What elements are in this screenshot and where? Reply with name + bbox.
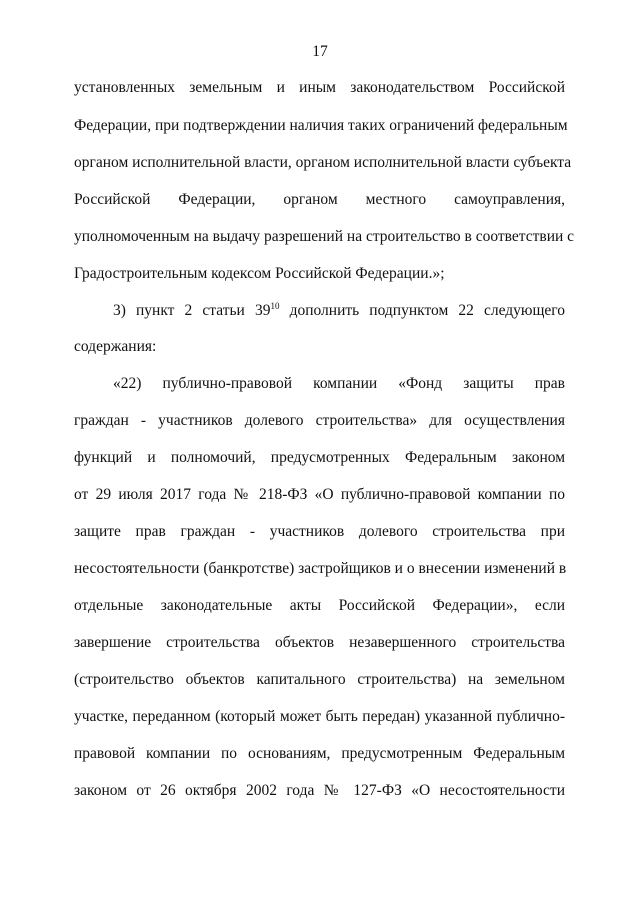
- text-line: органом исполнительной власти, органом исполнительной власти субъекта: [74, 154, 572, 171]
- list-item-3: [113, 301, 565, 321]
- text-line: установленных земельным и иным законодательством Российской: [74, 79, 565, 96]
- text-line: несостоятельности (банкротстве) застройщиков и о внесении изменений в: [74, 560, 567, 577]
- text-line: граждан - участников долевого строительства» для осуществления: [74, 412, 565, 429]
- text-fragment: дополнить подпунктом 22 следующего: [289, 302, 566, 319]
- text-line: от 29 июля 2017 года № 218-ФЗ «О публично-правовой компании по: [74, 486, 565, 503]
- page-number: 17: [312, 43, 328, 60]
- text-line: участке, переданном (который может быть передан) указанной публично-: [74, 708, 565, 725]
- text-line: уполномоченным на выдачу разрешений на строительство в соответствии с: [74, 228, 575, 245]
- text-line: функций и полномочий, предусмотренных Федеральным законом: [74, 449, 565, 466]
- text-line: Российской Федерации, органом местного самоуправления,: [74, 191, 565, 208]
- text-line: завершение строительства объектов незавершенного строительства: [74, 634, 565, 651]
- text-line: правовой компании по основаниям, предусмотренным Федеральным: [74, 745, 565, 762]
- text-line: (строительство объектов капитального строительства) на земельном: [74, 671, 565, 688]
- text-line: отдельные законодательные акты Российской Федерации», если: [74, 597, 565, 614]
- superscript: 10: [270, 301, 280, 311]
- text-line: Федерации, при подтверждении наличия таких ограничений федеральным: [74, 117, 568, 134]
- text-line: содержания:: [74, 338, 157, 355]
- text-line: защите прав граждан - участников долевого строительства при: [74, 523, 565, 540]
- text-line: «22) публично-правовой компании «Фонд защиты прав: [113, 375, 565, 392]
- text-line: законом от 26 октября 2002 года № 127-ФЗ «О несостоятельности: [74, 782, 565, 799]
- text-fragment: 3) пункт 2 статьи 39: [113, 302, 271, 319]
- text-line: Градостроительным кодексом Российской Федерации.»;: [74, 265, 445, 282]
